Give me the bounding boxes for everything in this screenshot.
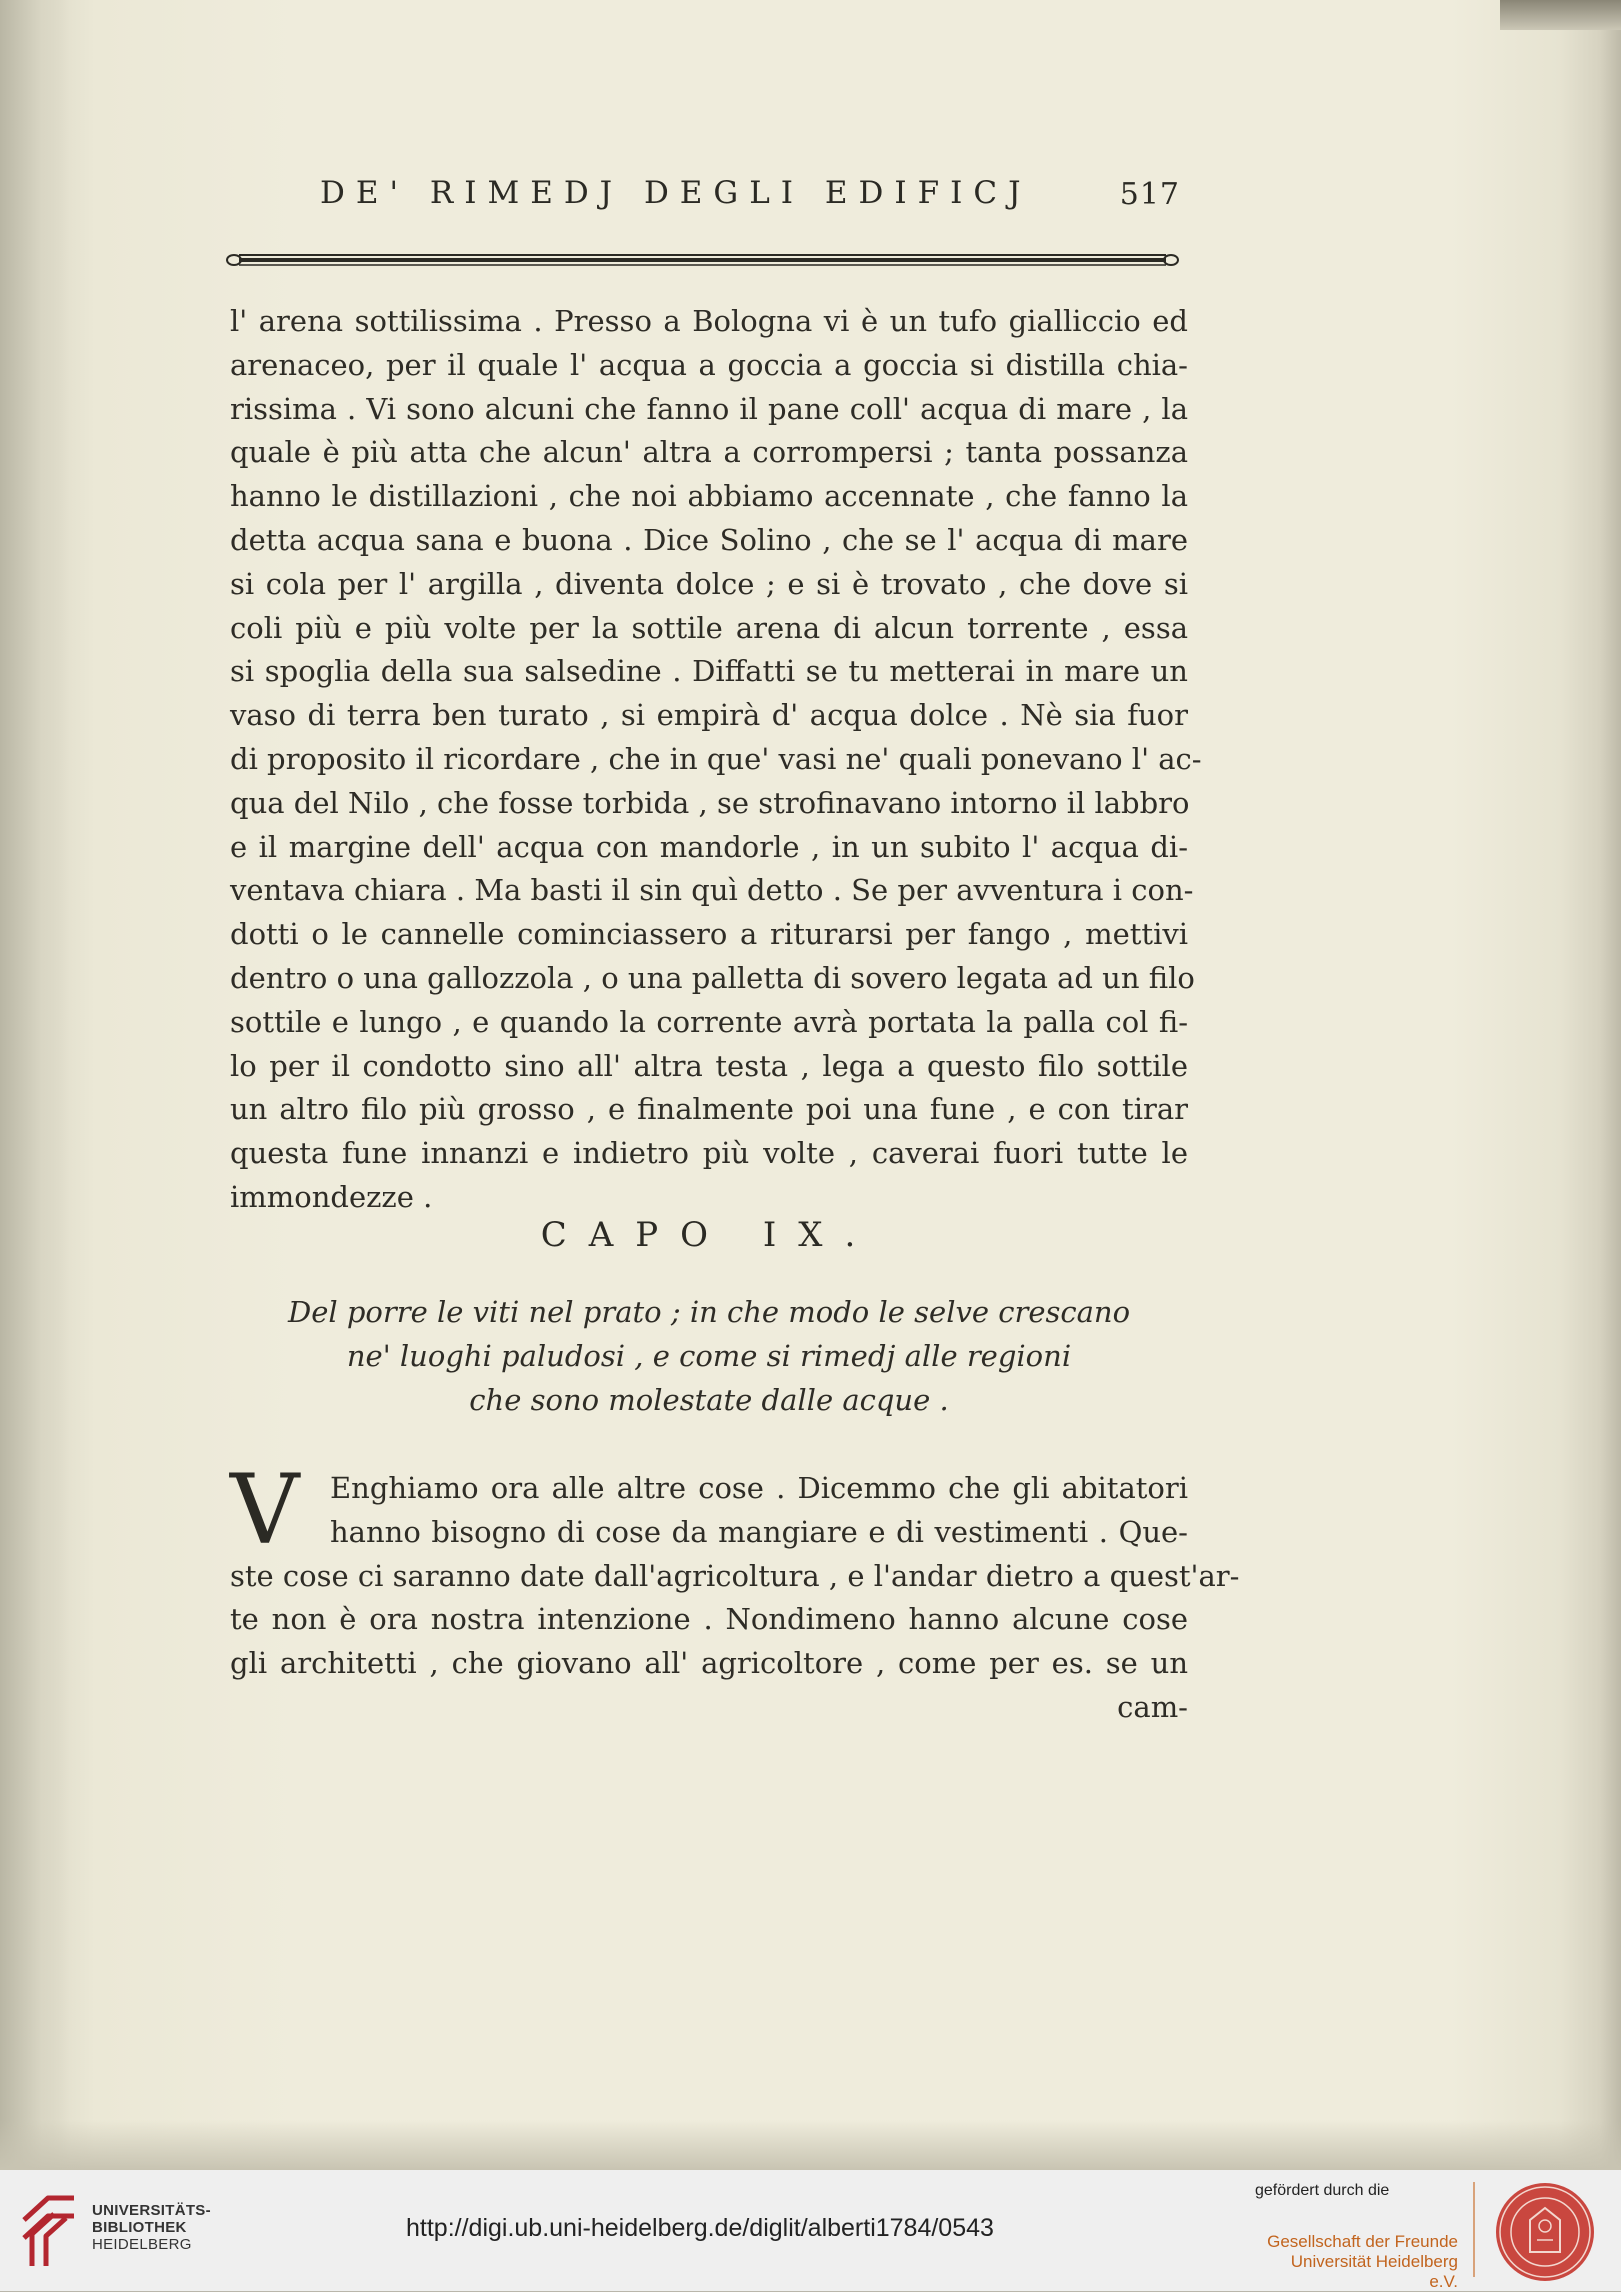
text-line: coli più e più volte per la sottile arena di alcun torrente , essa — [230, 610, 1188, 645]
text-line: dentro o una gallozzola , o una palletta di sovero legata ad un filo — [230, 960, 1195, 995]
text-line: di proposito il ricordare , che in que' vasi ne' quali ponevano l' ac- — [230, 741, 1202, 776]
text-line: gli architetti , che giovano all' agricoltore , come per es. se un — [230, 1646, 1188, 1681]
text-line: immondezze . — [230, 1179, 433, 1214]
library-name — [92, 2202, 211, 2253]
text-line: e il margine dell' acqua con mandorle , in un subito l' acqua di- — [230, 829, 1188, 864]
library-name-line: BIBLIOTHEK — [92, 2219, 187, 2236]
page-number: 517 — [1119, 177, 1180, 212]
ornament-rule — [225, 246, 1180, 272]
page-edge — [1500, 0, 1621, 30]
text-line: un altro filo più grosso , e finalmente poi una fune , e con tirar — [230, 1092, 1188, 1127]
sponsor-name-line: Universität Heidelberg e.V. — [1290, 2252, 1458, 2291]
text-line: ventava chiara . Ma basti il sin quì detto . Se per avventura i con- — [230, 873, 1194, 908]
permalink-url[interactable]: http://digi.ub.uni-heidelberg.de/diglit/alberti1784/0543 — [406, 2214, 994, 2242]
library-name-line: UNIVERSITÄTS- — [92, 2202, 211, 2219]
text-line: vaso di terra ben turato , si empirà d' acqua dolce . Nè sia fuor — [230, 698, 1188, 733]
body-text — [230, 300, 1202, 1220]
section2-text — [230, 1467, 1240, 1730]
sponsor-label: gefördert durch die — [1255, 2182, 1390, 2199]
text-line: l' arena sottilissima . Presso a Bologna vi è un tufo gialliccio ed — [230, 304, 1188, 338]
drop-cap: V — [230, 1454, 300, 1566]
text-line: hanno le distillazioni , che noi abbiamo accennate , che fanno la — [230, 479, 1188, 514]
sponsor-divider — [1473, 2182, 1475, 2277]
text-line: si cola per l' argilla , diventa dolce ; e si è trovato , che dove si — [230, 566, 1188, 601]
text-line: ste cose ci saranno date dall'agricoltura , e l'andar dietro a quest'ar- — [230, 1558, 1240, 1593]
text-line: hanno bisogno di cose da mangiare e di vestimenti . Que- — [330, 1514, 1188, 1549]
text-line: quale è più atta che alcun' altra a corrompersi ; tanta possanza — [230, 435, 1188, 470]
text-line: Enghiamo ora alle altre cose . Dicemmo che gli abitatori — [330, 1471, 1188, 1505]
running-title: DE' RIMEDJ DEGLI EDIFICJ — [320, 175, 1032, 211]
text-line: detta acqua sana e buona . Dice Solino , che se l' acqua di mare — [230, 522, 1188, 557]
text-line: sottile e lungo , e quando la corrente avrà portata la palla col fi- — [230, 1004, 1188, 1039]
subtitle-line: Del porre le viti nel prato ; in che modo le selve crescano — [287, 1295, 1131, 1329]
library-name-line: HEIDELBERG — [92, 2236, 192, 2253]
text-line: arenaceo, per il quale l' acqua a goccia a goccia si distilla chia- — [230, 347, 1188, 382]
sponsor-name — [1262, 2232, 1458, 2292]
text-line: te non è ora nostra intenzione . Nondimeno hanno alcune cose — [230, 1602, 1188, 1637]
text-line: si spoglia della sua salsedine . Diffatti se tu metterai in mare un — [230, 654, 1188, 689]
library-logo-icon — [18, 2190, 80, 2270]
text-line: questa fune innanzi e indietro più volte , caverai fuori tutte le — [230, 1136, 1188, 1171]
page-bottom-shadow — [0, 2120, 1621, 2170]
text-line: rissima . Vi sono alcuni che fanno il pane coll' acqua di mare , la — [230, 391, 1188, 426]
university-seal-icon — [1490, 2180, 1600, 2284]
subtitle-line: ne' luoghi paludosi , e come si rimedj alle regioni — [346, 1339, 1072, 1373]
subtitle-line: che sono molestate dalle acque . — [469, 1383, 949, 1417]
catchword: cam- — [1117, 1689, 1188, 1724]
chapter-subtitle — [230, 1290, 1188, 1422]
book-gutter — [0, 0, 70, 2170]
text-line: lo per il condotto sino all' altra testa , lega a questo filo sottile — [230, 1048, 1188, 1083]
running-head — [320, 175, 1180, 225]
text-line: dotti o le cannelle cominciassero a riturarsi per fango , mettivi — [230, 917, 1188, 952]
sponsor-name-line: Gesellschaft der Freunde — [1267, 2232, 1458, 2251]
chapter-heading: CAPO IX. — [540, 1215, 878, 1255]
text-line: qua del Nilo , che fosse torbida , se strofinavano intorno il labbro — [230, 785, 1190, 820]
